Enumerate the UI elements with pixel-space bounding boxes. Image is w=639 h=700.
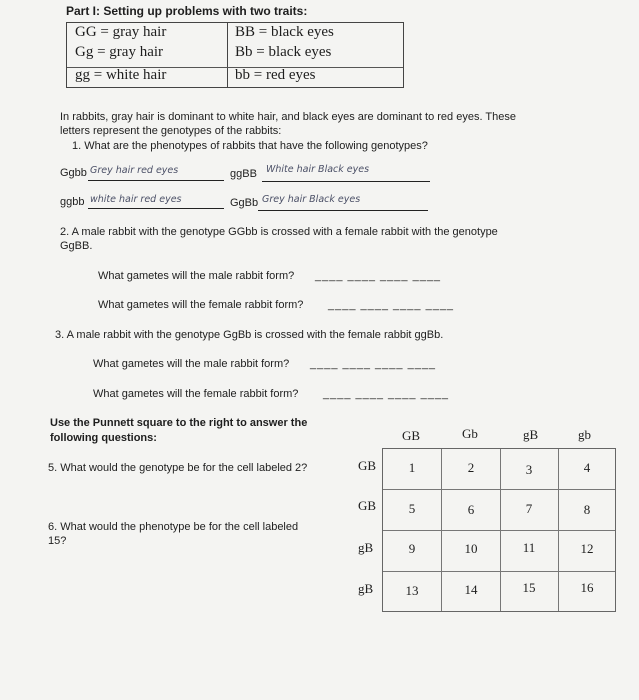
female-gametes-question: What gametes will the female rabbit form? xyxy=(93,388,299,400)
punnett-cell: 16 xyxy=(580,580,594,595)
trait-eyes-1: BB = black eyes xyxy=(235,24,334,40)
punnett-cell: 7 xyxy=(525,501,533,516)
handwritten-answer: White hair Black eyes xyxy=(266,164,370,175)
trait-hair-3: gg = white hair xyxy=(75,67,167,83)
question-2-line-2: GgBB. xyxy=(60,240,93,252)
punnett-cell: 3 xyxy=(525,462,533,477)
answer-line xyxy=(258,210,428,211)
trait-hair-2: Gg = gray hair xyxy=(75,44,164,60)
punnett-row-header: gB xyxy=(358,581,374,596)
punnett-cell: 13 xyxy=(405,583,419,598)
punnett-cell: 14 xyxy=(464,582,478,597)
punnett-col-header: Gb xyxy=(462,426,478,441)
punnett-cell: 8 xyxy=(583,502,591,517)
handwritten-answer: white hair red eyes xyxy=(90,194,182,205)
grid-line xyxy=(383,530,615,531)
traits-divider xyxy=(67,67,403,68)
eyes-column xyxy=(227,23,403,87)
answer-blanks: ____ ____ ____ ____ xyxy=(323,388,450,400)
question-6-line-1: 6. What would the phenotype be for the cell labeled xyxy=(48,521,299,533)
genotype-label: Ggbb xyxy=(60,167,87,179)
traits-table xyxy=(66,22,404,88)
trait-hair-1: GG = gray hair xyxy=(75,24,167,40)
male-gametes-question: What gametes will the male rabbit form? xyxy=(93,358,290,370)
answer-blanks: ____ ____ ____ ____ xyxy=(315,270,442,282)
grid-line xyxy=(383,571,615,572)
punnett-cell: 11 xyxy=(522,540,536,555)
punnett-row-header: GB xyxy=(358,498,377,513)
female-gametes-question: What gametes will the female rabbit form? xyxy=(98,299,304,311)
intro-line-1: In rabbits, gray hair is dominant to white hair, and black eyes are dominant to red eyes. These xyxy=(60,111,516,123)
answer-blanks: ____ ____ ____ ____ xyxy=(328,299,455,311)
punnett-cell: 2 xyxy=(467,460,475,475)
punnett-col-header: gb xyxy=(578,427,591,442)
question-1: 1. What are the phenotypes of rabbits that have the following genotypes? xyxy=(72,140,428,152)
punnett-cell: 12 xyxy=(580,541,594,556)
punnett-row-header: GB xyxy=(358,458,377,473)
punnett-square xyxy=(382,448,616,612)
handwritten-answer: Grey hair red eyes xyxy=(90,165,179,176)
answer-line xyxy=(262,181,430,182)
answer-line xyxy=(88,180,224,181)
genotype-label: ggBB xyxy=(230,168,257,180)
punnett-cell: 1 xyxy=(408,460,416,475)
punnett-intro-line-2: following questions: xyxy=(50,432,157,444)
question-6-line-2: 15? xyxy=(48,535,67,547)
punnett-cell: 4 xyxy=(583,460,591,475)
genotype-label: ggbb xyxy=(60,196,85,208)
punnett-cell: 6 xyxy=(467,502,475,517)
punnett-cell: 5 xyxy=(408,501,416,516)
punnett-row-header: gB xyxy=(358,540,374,555)
punnett-intro-line-1: Use the Punnett square to the right to answer the xyxy=(50,417,308,429)
question-2-line-1: 2. A male rabbit with the genotype GGbb is crossed with a female rabbit with the genotype xyxy=(60,226,498,238)
grid-line xyxy=(383,489,615,490)
punnett-cell: 9 xyxy=(408,541,416,556)
section-heading: Part I: Setting up problems with two traits: xyxy=(66,4,308,18)
question-3: 3. A male rabbit with the genotype GgBb is crossed with the female rabbit ggBb. xyxy=(55,329,444,341)
punnett-col-header: GB xyxy=(402,428,421,443)
answer-line xyxy=(88,208,224,209)
trait-eyes-3: bb = red eyes xyxy=(235,67,316,83)
genotype-label: GgBb xyxy=(230,197,259,209)
handwritten-answer: Grey hair Black eyes xyxy=(262,194,361,205)
punnett-cell: 15 xyxy=(522,580,536,595)
trait-eyes-2: Bb = black eyes xyxy=(235,44,332,60)
punnett-cell: 10 xyxy=(464,541,478,556)
hair-column xyxy=(67,23,228,87)
male-gametes-question: What gametes will the male rabbit form? xyxy=(98,270,295,282)
intro-line-2: letters represent the genotypes of the rabbits: xyxy=(60,125,282,137)
question-5: 5. What would the genotype be for the cell labeled 2? xyxy=(48,462,308,474)
punnett-col-header: gB xyxy=(523,427,539,442)
answer-blanks: ____ ____ ____ ____ xyxy=(310,358,437,370)
